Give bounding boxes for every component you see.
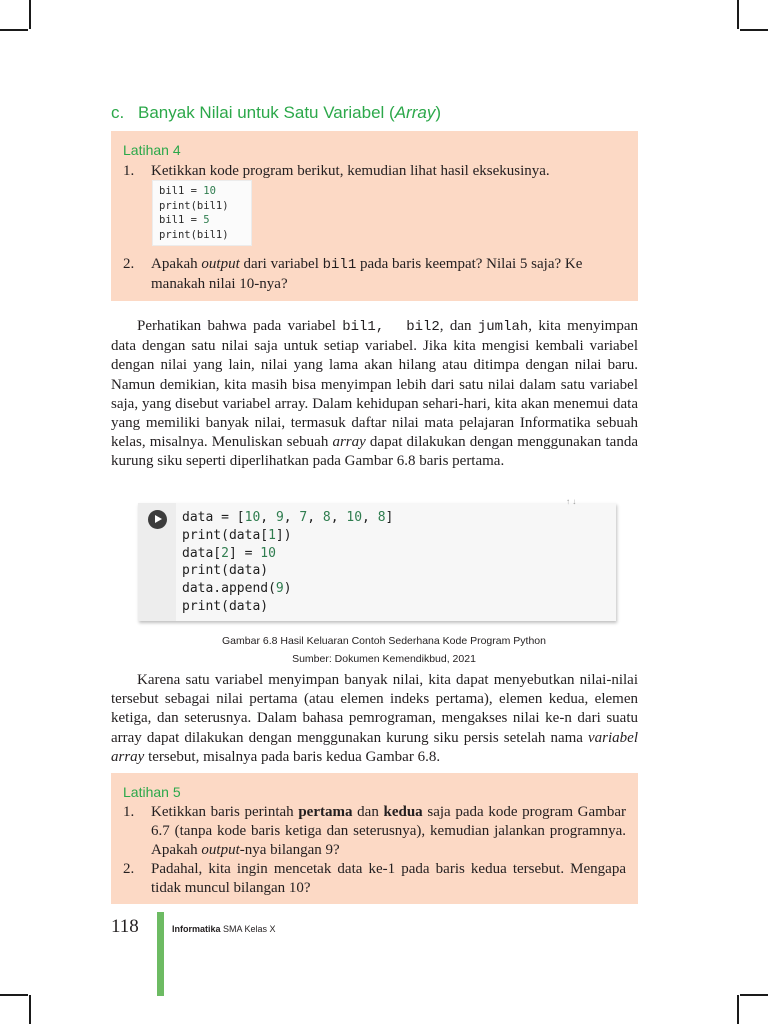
code-term: bil1,: [342, 319, 385, 335]
italic-term: output: [201, 256, 240, 272]
code-token: bil1 =: [159, 214, 204, 226]
exercise-item-2: [123, 255, 626, 294]
code-token: ): [283, 581, 292, 597]
text-span: dari variabel: [239, 256, 323, 272]
code-token: ,: [330, 510, 347, 525]
code-token: print(data[: [182, 527, 269, 543]
code-number: 8: [322, 510, 331, 525]
code-line: [159, 213, 245, 228]
italic-term: variabel array: [111, 729, 638, 765]
text-span: , dan: [439, 318, 478, 334]
bold-term: pertama: [298, 804, 353, 820]
code-lines: [182, 509, 393, 616]
item-number: 1.: [123, 163, 135, 179]
code-number: 10: [346, 510, 363, 525]
code-line: print(bil1): [159, 199, 229, 212]
item-number: 1.: [123, 804, 135, 820]
text-span: Ketikkan baris perintah: [151, 804, 299, 820]
code-number: 10: [244, 510, 261, 525]
code-number: 7: [299, 510, 308, 525]
code-line: [159, 184, 245, 199]
code-token: ]): [275, 527, 292, 543]
item-number: 2.: [123, 256, 135, 272]
exercise-item-2: [123, 860, 626, 898]
section-title-close: ): [435, 103, 442, 122]
text-span: -nya bilangan 9?: [239, 842, 340, 858]
code-number: 10: [203, 185, 216, 197]
exercise-item-1: [123, 162, 626, 181]
figure-source: Sumber: Dokumen Kemendikbud, 2021: [292, 653, 476, 665]
text-span: saja pada kode program Gambar 6.7 (tanpa kode baris ketiga dan seterusnya), kemudian jalankan programnya. Apakah: [151, 804, 626, 858]
code-token: data = [: [182, 510, 245, 525]
page-number: 118: [111, 916, 139, 937]
code-line: [182, 509, 393, 527]
italic-term: output: [201, 842, 240, 858]
code-token: ,: [307, 510, 323, 525]
exercise-title: Latihan 4: [123, 142, 181, 158]
text-span: , kita menyimpan data dengan satu nilai saja untuk setiap variabel. Jika kita mengisi kembali variabel dengan nilai yang lain, nilai yang lama akan hilang atau ditimpa dengan nilai baru. Namun demikian, kita masih bisa menyimpan lebih dari satu nilai dalam satu variabel saja, yang disebut variabel array. Dalam kehidupan sehari-hari, kita akan menemui data yang memiliki banyak nilai, termasuk daftar nilai mata pelajaran Informatika sebuah kelas, misalnya. Menuliskan sebuah: [111, 318, 638, 451]
section-title-italic: Array: [394, 103, 436, 122]
crop-mark: [740, 29, 768, 31]
code-token: ,: [283, 510, 300, 525]
section-letter: c.: [111, 103, 125, 122]
body-paragraph-2: [111, 671, 638, 767]
bold-term: kedua: [383, 804, 423, 820]
exercise-box-latihan-5: [111, 773, 638, 904]
code-token: ]: [385, 510, 394, 525]
code-line: print(data): [182, 563, 269, 579]
code-number: 2: [221, 545, 229, 561]
italic-term: array: [332, 434, 366, 451]
code-number: 8: [377, 510, 386, 525]
code-number: 5: [203, 214, 210, 226]
item-text: Ketikkan kode program berikut, kemudian lihat hasil eksekusinya.: [151, 163, 550, 179]
code-term: jumlah: [477, 319, 529, 335]
item-text: Padahal, kita ingin mencetak data ke-1 pada baris kedua tersebut. Mengapa tidak muncul bilangan 10?: [151, 861, 626, 896]
code-number: 10: [260, 545, 276, 561]
crop-mark: [0, 994, 28, 996]
code-token: data[: [182, 545, 222, 561]
code-token: ,: [362, 510, 378, 525]
code-line: print(data): [182, 598, 269, 614]
code-token: bil1 =: [159, 185, 204, 197]
text-span: dapat dilakukan dengan menggunakan tanda kurung siku seperti diperlihatkan pada Gambar 6.8 baris pertama.: [111, 434, 638, 470]
item-text: [151, 803, 626, 860]
book-title-rest: SMA Kelas X: [220, 924, 276, 934]
running-footer: [172, 924, 276, 934]
crop-mark: [29, 995, 31, 1024]
text-span: [384, 319, 406, 335]
code-term: bil2: [406, 319, 440, 335]
body-paragraph-1: [111, 317, 638, 472]
item-text: [151, 255, 626, 294]
code-line: [182, 580, 393, 598]
code-line: [182, 545, 393, 563]
text-span: dan: [352, 804, 384, 820]
code-number: 9: [275, 581, 284, 597]
crop-mark: [740, 994, 768, 996]
code-token: ] =: [228, 545, 261, 561]
figure-caption: Gambar 6.8 Hasil Keluaran Contoh Sederhana Kode Program Python: [222, 635, 546, 647]
code-number: 9: [275, 510, 284, 525]
code-snippet-latihan-4: [152, 180, 252, 246]
code-term: bil1: [322, 257, 357, 273]
code-token: data.append(: [182, 581, 276, 597]
crop-mark: [737, 995, 739, 1024]
exercise-item-1: [123, 803, 626, 860]
exercise-title: Latihan 5: [123, 784, 181, 800]
text-span: Karena satu variabel menyimpan banyak nilai, kita dapat menyebutkan nilai-nilai tersebut sebagai nilai pertama (atau elemen indeks pertama), elemen kedua, elemen ketiga, dan seterusnya. Dalam bahasa pemrograman, mengakses nilai ke-n dari suatu array dapat dilakukan dengan menggunakan kurung siku persis setelah nama: [111, 672, 638, 746]
crop-mark: [737, 0, 739, 29]
code-token: ,: [260, 510, 276, 525]
code-line: print(bil1): [159, 228, 229, 241]
item-number: 2.: [123, 861, 135, 877]
text-span: tersebut, misalnya pada baris kedua Gambar 6.8.: [144, 748, 441, 765]
section-title-text: Banyak Nilai untuk Satu Variabel (: [138, 103, 395, 122]
footer-accent-bar: [157, 912, 164, 996]
book-title-bold: Informatika: [172, 924, 221, 934]
code-figure-6-8: [138, 497, 616, 621]
section-heading: [111, 103, 441, 123]
crop-mark: [0, 29, 28, 31]
crop-mark: [29, 0, 31, 29]
text-span: Perhatikan bahwa pada variabel: [137, 318, 343, 334]
code-line: [182, 527, 393, 545]
text-span: Apakah: [151, 256, 202, 272]
code-number: 1: [268, 527, 276, 543]
text-span: pada baris keempat? Nilai 5 saja? Ke manakah nilai 10-nya?: [151, 256, 583, 292]
cell-toolbar: ↑ ↓: [566, 497, 577, 506]
run-icon: [148, 510, 167, 529]
